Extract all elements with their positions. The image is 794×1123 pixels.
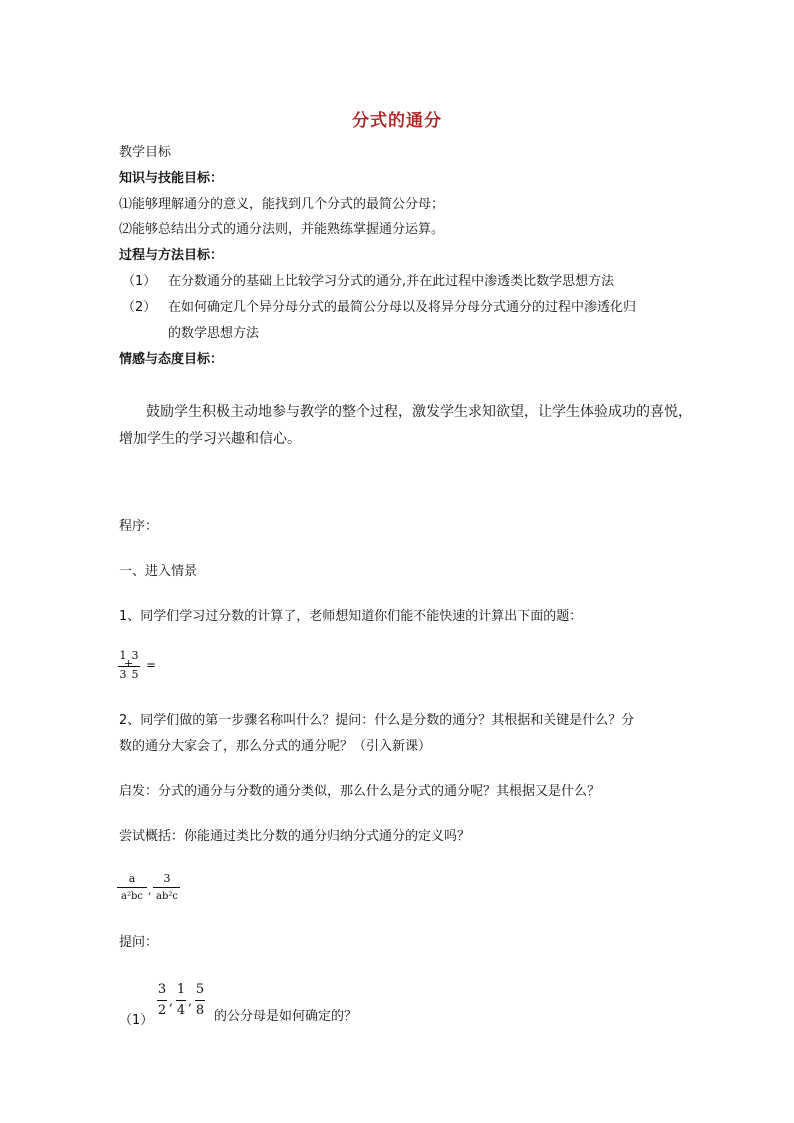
fraction-1-numerator: 1 bbox=[119, 649, 127, 662]
q3-fraction-1-denominator: 2 bbox=[157, 1003, 167, 1018]
q3-fraction-3-bar bbox=[195, 1000, 205, 1001]
emotion-paragraph-line2: 增加学生的学习兴趣和信心。 bbox=[119, 431, 301, 447]
q3-fraction-1-numerator: 3 bbox=[157, 982, 167, 997]
q3-comma-1: , bbox=[169, 994, 174, 1009]
question-2-line2: 数的通分大家会了，那么分式的通分呢？（引入新课） bbox=[119, 739, 432, 754]
section-heading: 一、进入情景 bbox=[119, 564, 198, 579]
process-heading: 过程与方法目标： bbox=[119, 248, 224, 263]
question-2-line1: 2、同学们做的第一步骤名称叫什么？提问：什么是分数的通分？其根据和关键是什么？分 bbox=[119, 713, 635, 728]
comma: , bbox=[148, 884, 152, 897]
equals-sign: = bbox=[146, 658, 157, 672]
algebraic-fraction-2-denominator: ab²c bbox=[156, 891, 178, 902]
algebraic-fractions bbox=[116, 872, 186, 908]
emotion-heading: 情感与态度目标： bbox=[119, 352, 224, 367]
knowledge-item-1: ⑴能够理解通分的意义，能找到几个分式的最简公分母； bbox=[119, 197, 445, 212]
question-prompt: 提问： bbox=[119, 935, 159, 950]
algebraic-fraction-1-bar bbox=[117, 887, 147, 888]
process-item-1-text: 在分数通分的基础上比较学习分式的通分,并在此过程中渗透类比数学思想方法 bbox=[168, 274, 615, 289]
process-item-2-text: 在如何确定几个异分母分式的最简公分母以及将异分母分式通分的过程中渗透化归 bbox=[168, 300, 637, 315]
q3-fraction-2-denominator: 4 bbox=[176, 1003, 186, 1018]
page-title: 分式的通分 bbox=[352, 111, 442, 131]
q3-fraction-3-denominator: 8 bbox=[195, 1003, 205, 1018]
fraction-2-numerator: 3 bbox=[131, 649, 139, 662]
inspiration-text: 启发：分式的通分与分数的通分类似，那么什么是分式的通分呢？其根据又是什么？ bbox=[119, 784, 601, 799]
q3-fraction-2-numerator: 1 bbox=[176, 982, 186, 997]
knowledge-heading: 知识与技能目标： bbox=[119, 171, 224, 186]
process-item-2-cont: 的数学思想方法 bbox=[168, 326, 260, 341]
fraction-1-denominator: 3 bbox=[119, 668, 127, 681]
algebraic-fraction-2-bar bbox=[153, 887, 180, 888]
algebraic-fraction-2-numerator: 3 bbox=[163, 872, 171, 885]
fraction-2-denominator: 5 bbox=[131, 668, 139, 681]
question-3-fractions bbox=[156, 982, 214, 1022]
process-item-1-num: （1） bbox=[122, 274, 157, 289]
q3-fraction-1-bar bbox=[157, 1000, 167, 1001]
plus-sign: + bbox=[124, 657, 134, 670]
objectives-heading: 教学目标 bbox=[119, 145, 172, 160]
fraction-sum-expression bbox=[118, 649, 144, 685]
q3-fraction-3-numerator: 5 bbox=[195, 982, 205, 997]
emotion-paragraph-line1: 鼓励学生积极主动地参与教学的整个过程，激发学生求知欲望，让学生体验成功的喜悦， bbox=[146, 404, 692, 420]
question-1: 1、同学们学习过分数的计算了，老师想知道你们能不能快速的计算出下面的题： bbox=[119, 609, 583, 624]
procedure-label: 程序： bbox=[119, 519, 159, 534]
attempt-text: 尝试概括：你能通过类比分数的通分归纳分式通分的定义吗？ bbox=[119, 829, 471, 844]
question-3-text: 的公分母是如何确定的？ bbox=[214, 1009, 358, 1024]
algebraic-fraction-1-denominator: a²bc bbox=[121, 891, 143, 902]
process-item-2-num: （2） bbox=[122, 300, 157, 315]
q3-comma-2: , bbox=[188, 994, 193, 1009]
q3-fraction-2-bar bbox=[176, 1000, 186, 1001]
algebraic-fraction-1-numerator: a bbox=[128, 872, 136, 885]
knowledge-item-2: ⑵能够总结出分式的通分法则，并能熟练掌握通分运算。 bbox=[119, 222, 445, 237]
question-3-number: （1） bbox=[119, 1013, 154, 1028]
